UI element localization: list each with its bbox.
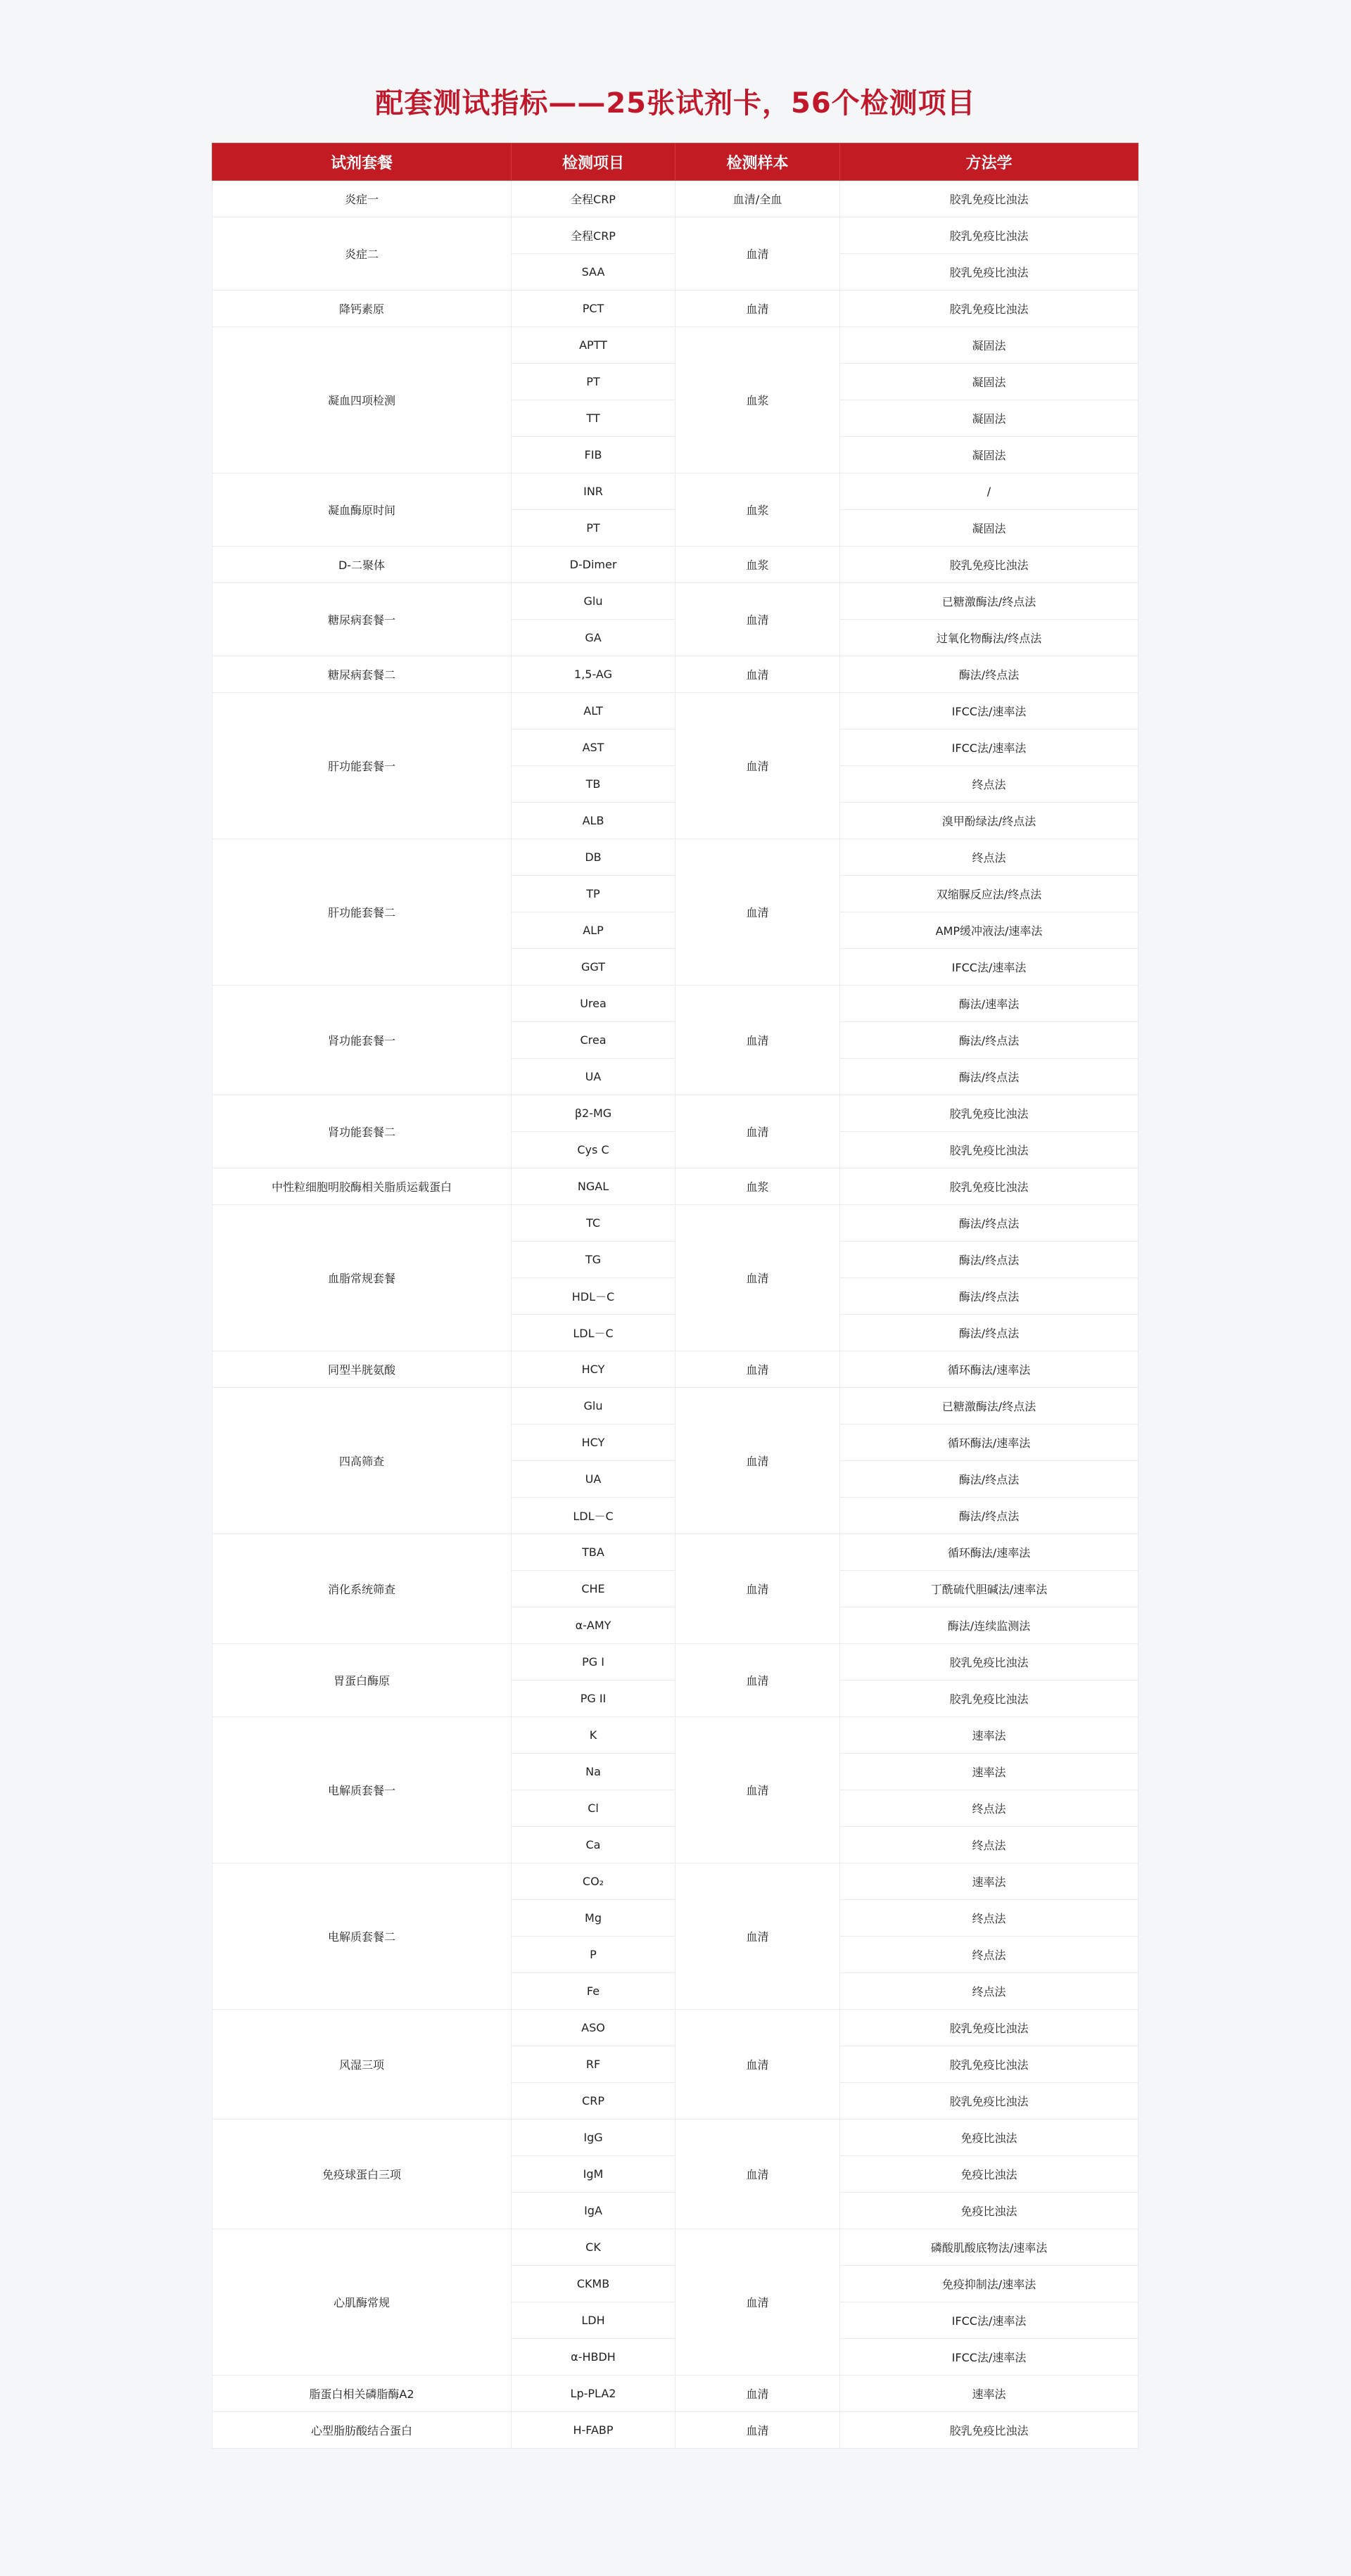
table-row — [213, 547, 1138, 583]
test-item-cell: PT — [512, 510, 676, 547]
test-item-cell: α-HBDH — [512, 2339, 676, 2376]
method-cell: 酶法/终点法 — [840, 1461, 1138, 1498]
package-name-cell: 糖尿病套餐一 — [213, 583, 512, 656]
test-item-cell: HCY — [512, 1424, 676, 1461]
table-row — [213, 1644, 1138, 1681]
test-item-cell: Mg — [512, 1900, 676, 1937]
test-item-cell: ASO — [512, 2010, 676, 2046]
table-row — [213, 1863, 1138, 1900]
test-item-cell: UA — [512, 1059, 676, 1095]
package-name-cell: 免疫球蛋白三项 — [213, 2119, 512, 2229]
method-cell: 终点法 — [840, 1937, 1138, 1973]
method-cell: 凝固法 — [840, 327, 1138, 364]
package-name-cell: 胃蛋白酶原 — [213, 1644, 512, 1717]
test-item-cell: APTT — [512, 327, 676, 364]
test-item-cell: TBA — [512, 1534, 676, 1571]
method-cell: 酶法/终点法 — [840, 1315, 1138, 1351]
table-row — [213, 1534, 1138, 1571]
method-cell: 凝固法 — [840, 510, 1138, 547]
sample-cell: 血清 — [676, 2119, 840, 2229]
method-cell: 酶法/终点法 — [840, 1205, 1138, 1242]
test-item-cell: AST — [512, 729, 676, 766]
test-item-cell: Cys C — [512, 1132, 676, 1168]
table-row — [213, 986, 1138, 1022]
sample-cell: 血清 — [676, 583, 840, 656]
test-item-cell: UA — [512, 1461, 676, 1498]
method-cell: 循环酶法/速率法 — [840, 1351, 1138, 1388]
table-row — [213, 1388, 1138, 1424]
test-item-cell: CO₂ — [512, 1863, 676, 1900]
table-row — [213, 1205, 1138, 1242]
test-item-cell: PG I — [512, 1644, 676, 1681]
test-item-cell: TP — [512, 876, 676, 912]
method-cell: 凝固法 — [840, 437, 1138, 473]
method-cell: 双缩脲反应法/终点法 — [840, 876, 1138, 912]
method-cell: 免疫抑制法/速率法 — [840, 2266, 1138, 2302]
method-cell: 速率法 — [840, 1754, 1138, 1790]
method-cell: 丁酰硫代胆碱法/速率法 — [840, 1571, 1138, 1607]
test-item-cell: RF — [512, 2046, 676, 2083]
table-row — [213, 1717, 1138, 1754]
sample-cell: 血清 — [676, 1205, 840, 1351]
header-test-item: 检测项目 — [512, 144, 676, 181]
test-item-cell: Fe — [512, 1973, 676, 2010]
sample-cell: 血清 — [676, 1863, 840, 2010]
table-row — [213, 1351, 1138, 1388]
method-cell: IFCC法/速率法 — [840, 2339, 1138, 2376]
test-item-cell: Na — [512, 1754, 676, 1790]
sample-cell: 血清 — [676, 217, 840, 291]
test-indicator-table — [212, 143, 1138, 2449]
test-item-cell: PT — [512, 364, 676, 400]
package-name-cell: 肾功能套餐一 — [213, 986, 512, 1095]
test-item-cell: IgM — [512, 2156, 676, 2193]
sample-cell: 血清 — [676, 2010, 840, 2119]
method-cell: IFCC法/速率法 — [840, 693, 1138, 729]
package-name-cell: 同型半胱氨酸 — [213, 1351, 512, 1388]
test-item-cell: DB — [512, 839, 676, 876]
test-item-cell: Lp-PLA2 — [512, 2376, 676, 2412]
sample-cell: 血清 — [676, 1095, 840, 1168]
table-body — [213, 181, 1138, 2449]
method-cell: 胶乳免疫比浊法 — [840, 2046, 1138, 2083]
test-item-cell: GGT — [512, 949, 676, 986]
test-item-cell: Ca — [512, 1827, 676, 1863]
page-title: 配套测试指标——25张试剂卡，56个检测项目 — [375, 87, 976, 120]
package-name-cell: 凝血四项检测 — [213, 327, 512, 473]
method-cell: 免疫比浊法 — [840, 2156, 1138, 2193]
header-row — [213, 144, 1138, 181]
package-name-cell: 肝功能套餐一 — [213, 693, 512, 839]
test-item-cell: CRP — [512, 2083, 676, 2119]
test-item-cell: FIB — [512, 437, 676, 473]
package-name-cell: 四高筛查 — [213, 1388, 512, 1534]
table-row — [213, 2010, 1138, 2046]
method-cell: 胶乳免疫比浊法 — [840, 181, 1138, 217]
table-row — [213, 1168, 1138, 1205]
method-cell: 溴甲酚绿法/终点法 — [840, 803, 1138, 839]
package-name-cell: 降钙素原 — [213, 291, 512, 327]
sample-cell: 血清 — [676, 693, 840, 839]
test-item-cell: H-FABP — [512, 2412, 676, 2449]
test-item-cell: Urea — [512, 986, 676, 1022]
method-cell: 终点法 — [840, 1790, 1138, 1827]
test-item-cell: ALT — [512, 693, 676, 729]
method-cell: 胶乳免疫比浊法 — [840, 1095, 1138, 1132]
package-name-cell: 电解质套餐一 — [213, 1717, 512, 1863]
table-row — [213, 2376, 1138, 2412]
method-cell: 凝固法 — [840, 400, 1138, 437]
method-cell: 酶法/终点法 — [840, 656, 1138, 693]
test-item-cell: Glu — [512, 1388, 676, 1424]
sample-cell: 血清 — [676, 839, 840, 986]
table-row — [213, 1095, 1138, 1132]
method-cell: 凝固法 — [840, 364, 1138, 400]
method-cell: 胶乳免疫比浊法 — [840, 1132, 1138, 1168]
table-row — [213, 583, 1138, 620]
table-row — [213, 693, 1138, 729]
method-cell: 胶乳免疫比浊法 — [840, 2083, 1138, 2119]
table-row — [213, 473, 1138, 510]
method-cell: 胶乳免疫比浊法 — [840, 2010, 1138, 2046]
method-cell: 循环酶法/速率法 — [840, 1424, 1138, 1461]
test-item-cell: CK — [512, 2229, 676, 2266]
test-item-cell: TT — [512, 400, 676, 437]
table-row — [213, 839, 1138, 876]
method-cell: 循环酶法/速率法 — [840, 1534, 1138, 1571]
method-cell: 终点法 — [840, 1973, 1138, 2010]
sample-cell: 血清 — [676, 656, 840, 693]
test-item-cell: IgG — [512, 2119, 676, 2156]
package-name-cell: 心肌酶常规 — [213, 2229, 512, 2376]
method-cell: 酶法/终点法 — [840, 1242, 1138, 1278]
method-cell: 酶法/终点法 — [840, 1498, 1138, 1534]
table-header — [213, 144, 1138, 181]
package-name-cell: 脂蛋白相关磷脂酶A2 — [213, 2376, 512, 2412]
sample-cell: 血浆 — [676, 327, 840, 473]
test-item-cell: LDH — [512, 2302, 676, 2339]
test-item-cell: 全程CRP — [512, 181, 676, 217]
method-cell: 磷酸肌酸底物法/速率法 — [840, 2229, 1138, 2266]
method-cell: 胶乳免疫比浊法 — [840, 217, 1138, 254]
package-name-cell: 凝血酶原时间 — [213, 473, 512, 547]
sample-cell: 血浆 — [676, 473, 840, 547]
method-cell: 已糖激酶法/终点法 — [840, 1388, 1138, 1424]
package-name-cell: 风湿三项 — [213, 2010, 512, 2119]
method-cell: 胶乳免疫比浊法 — [840, 1168, 1138, 1205]
test-item-cell: LDL－C — [512, 1315, 676, 1351]
method-cell: IFCC法/速率法 — [840, 2302, 1138, 2339]
method-cell: 酶法/终点法 — [840, 1022, 1138, 1059]
test-item-cell: α-AMY — [512, 1607, 676, 1644]
test-item-cell: LDL－C — [512, 1498, 676, 1534]
table-row — [213, 291, 1138, 327]
test-item-cell: 全程CRP — [512, 217, 676, 254]
test-item-cell: TC — [512, 1205, 676, 1242]
test-item-cell: ALB — [512, 803, 676, 839]
test-item-cell: Glu — [512, 583, 676, 620]
table-row — [213, 2412, 1138, 2449]
method-cell: 终点法 — [840, 1827, 1138, 1863]
sample-cell: 血清 — [676, 1644, 840, 1717]
test-item-cell: GA — [512, 620, 676, 656]
method-cell: 过氧化物酶法/终点法 — [840, 620, 1138, 656]
sample-cell: 血清 — [676, 2412, 840, 2449]
test-item-cell: P — [512, 1937, 676, 1973]
sample-cell: 血浆 — [676, 547, 840, 583]
test-item-cell: CKMB — [512, 2266, 676, 2302]
test-item-cell: TG — [512, 1242, 676, 1278]
test-item-cell: SAA — [512, 254, 676, 291]
test-item-cell: β2-MG — [512, 1095, 676, 1132]
sample-cell: 血清 — [676, 986, 840, 1095]
test-item-cell: Cl — [512, 1790, 676, 1827]
package-name-cell: 肾功能套餐二 — [213, 1095, 512, 1168]
method-cell: 胶乳免疫比浊法 — [840, 1644, 1138, 1681]
method-cell: 胶乳免疫比浊法 — [840, 1681, 1138, 1717]
method-cell: 酶法/连续监测法 — [840, 1607, 1138, 1644]
test-item-cell: ALP — [512, 912, 676, 949]
table-row — [213, 2119, 1138, 2156]
test-item-cell: HCY — [512, 1351, 676, 1388]
sample-cell: 血清 — [676, 2376, 840, 2412]
test-item-cell: D-Dimer — [512, 547, 676, 583]
method-cell: / — [840, 473, 1138, 510]
method-cell: 终点法 — [840, 766, 1138, 803]
test-item-cell: Crea — [512, 1022, 676, 1059]
test-item-cell: HDL－C — [512, 1278, 676, 1315]
sample-cell: 血清 — [676, 1717, 840, 1863]
method-cell: 免疫比浊法 — [840, 2119, 1138, 2156]
package-name-cell: 电解质套餐二 — [213, 1863, 512, 2010]
sample-cell: 血浆 — [676, 1168, 840, 1205]
method-cell: 速率法 — [840, 1863, 1138, 1900]
sample-cell: 血清 — [676, 1351, 840, 1388]
package-name-cell: 消化系统筛查 — [213, 1534, 512, 1644]
test-item-cell: K — [512, 1717, 676, 1754]
sample-cell: 血清/全血 — [676, 181, 840, 217]
test-item-cell: 1,5-AG — [512, 656, 676, 693]
test-item-cell: INR — [512, 473, 676, 510]
method-cell: 酶法/终点法 — [840, 1059, 1138, 1095]
test-item-cell: PCT — [512, 291, 676, 327]
table-row — [213, 217, 1138, 254]
sample-cell: 血清 — [676, 291, 840, 327]
table-row — [213, 181, 1138, 217]
sample-cell: 血清 — [676, 1388, 840, 1534]
sample-cell: 血清 — [676, 2229, 840, 2376]
method-cell: 已糖激酶法/终点法 — [840, 583, 1138, 620]
package-name-cell: 血脂常规套餐 — [213, 1205, 512, 1351]
package-name-cell: 中性粒细胞明胶酶相关脂质运载蛋白 — [213, 1168, 512, 1205]
method-cell: 胶乳免疫比浊法 — [840, 291, 1138, 327]
method-cell: 胶乳免疫比浊法 — [840, 547, 1138, 583]
sample-cell: 血清 — [676, 1534, 840, 1644]
package-name-cell: 心型脂肪酸结合蛋白 — [213, 2412, 512, 2449]
package-name-cell: 糖尿病套餐二 — [213, 656, 512, 693]
test-item-cell: TB — [512, 766, 676, 803]
method-cell: 免疫比浊法 — [840, 2193, 1138, 2229]
method-cell: IFCC法/速率法 — [840, 729, 1138, 766]
test-item-cell: IgA — [512, 2193, 676, 2229]
table-row — [213, 656, 1138, 693]
test-item-cell: NGAL — [512, 1168, 676, 1205]
method-cell: 酶法/速率法 — [840, 986, 1138, 1022]
table-row — [213, 2229, 1138, 2266]
method-cell: 终点法 — [840, 839, 1138, 876]
header-sample: 检测样本 — [676, 144, 840, 181]
header-method: 方法学 — [840, 144, 1138, 181]
method-cell: 胶乳免疫比浊法 — [840, 2412, 1138, 2449]
method-cell: 胶乳免疫比浊法 — [840, 254, 1138, 291]
package-name-cell: 炎症二 — [213, 217, 512, 291]
method-cell: AMP缓冲液法/速率法 — [840, 912, 1138, 949]
package-name-cell: 炎症一 — [213, 181, 512, 217]
method-cell: 速率法 — [840, 1717, 1138, 1754]
test-item-cell: PG II — [512, 1681, 676, 1717]
method-cell: IFCC法/速率法 — [840, 949, 1138, 986]
table-row — [213, 327, 1138, 364]
method-cell: 酶法/终点法 — [840, 1278, 1138, 1315]
method-cell: 速率法 — [840, 2376, 1138, 2412]
method-cell: 终点法 — [840, 1900, 1138, 1937]
package-name-cell: D-二聚体 — [213, 547, 512, 583]
test-item-cell: CHE — [512, 1571, 676, 1607]
package-name-cell: 肝功能套餐二 — [213, 839, 512, 986]
header-package: 试剂套餐 — [213, 144, 512, 181]
